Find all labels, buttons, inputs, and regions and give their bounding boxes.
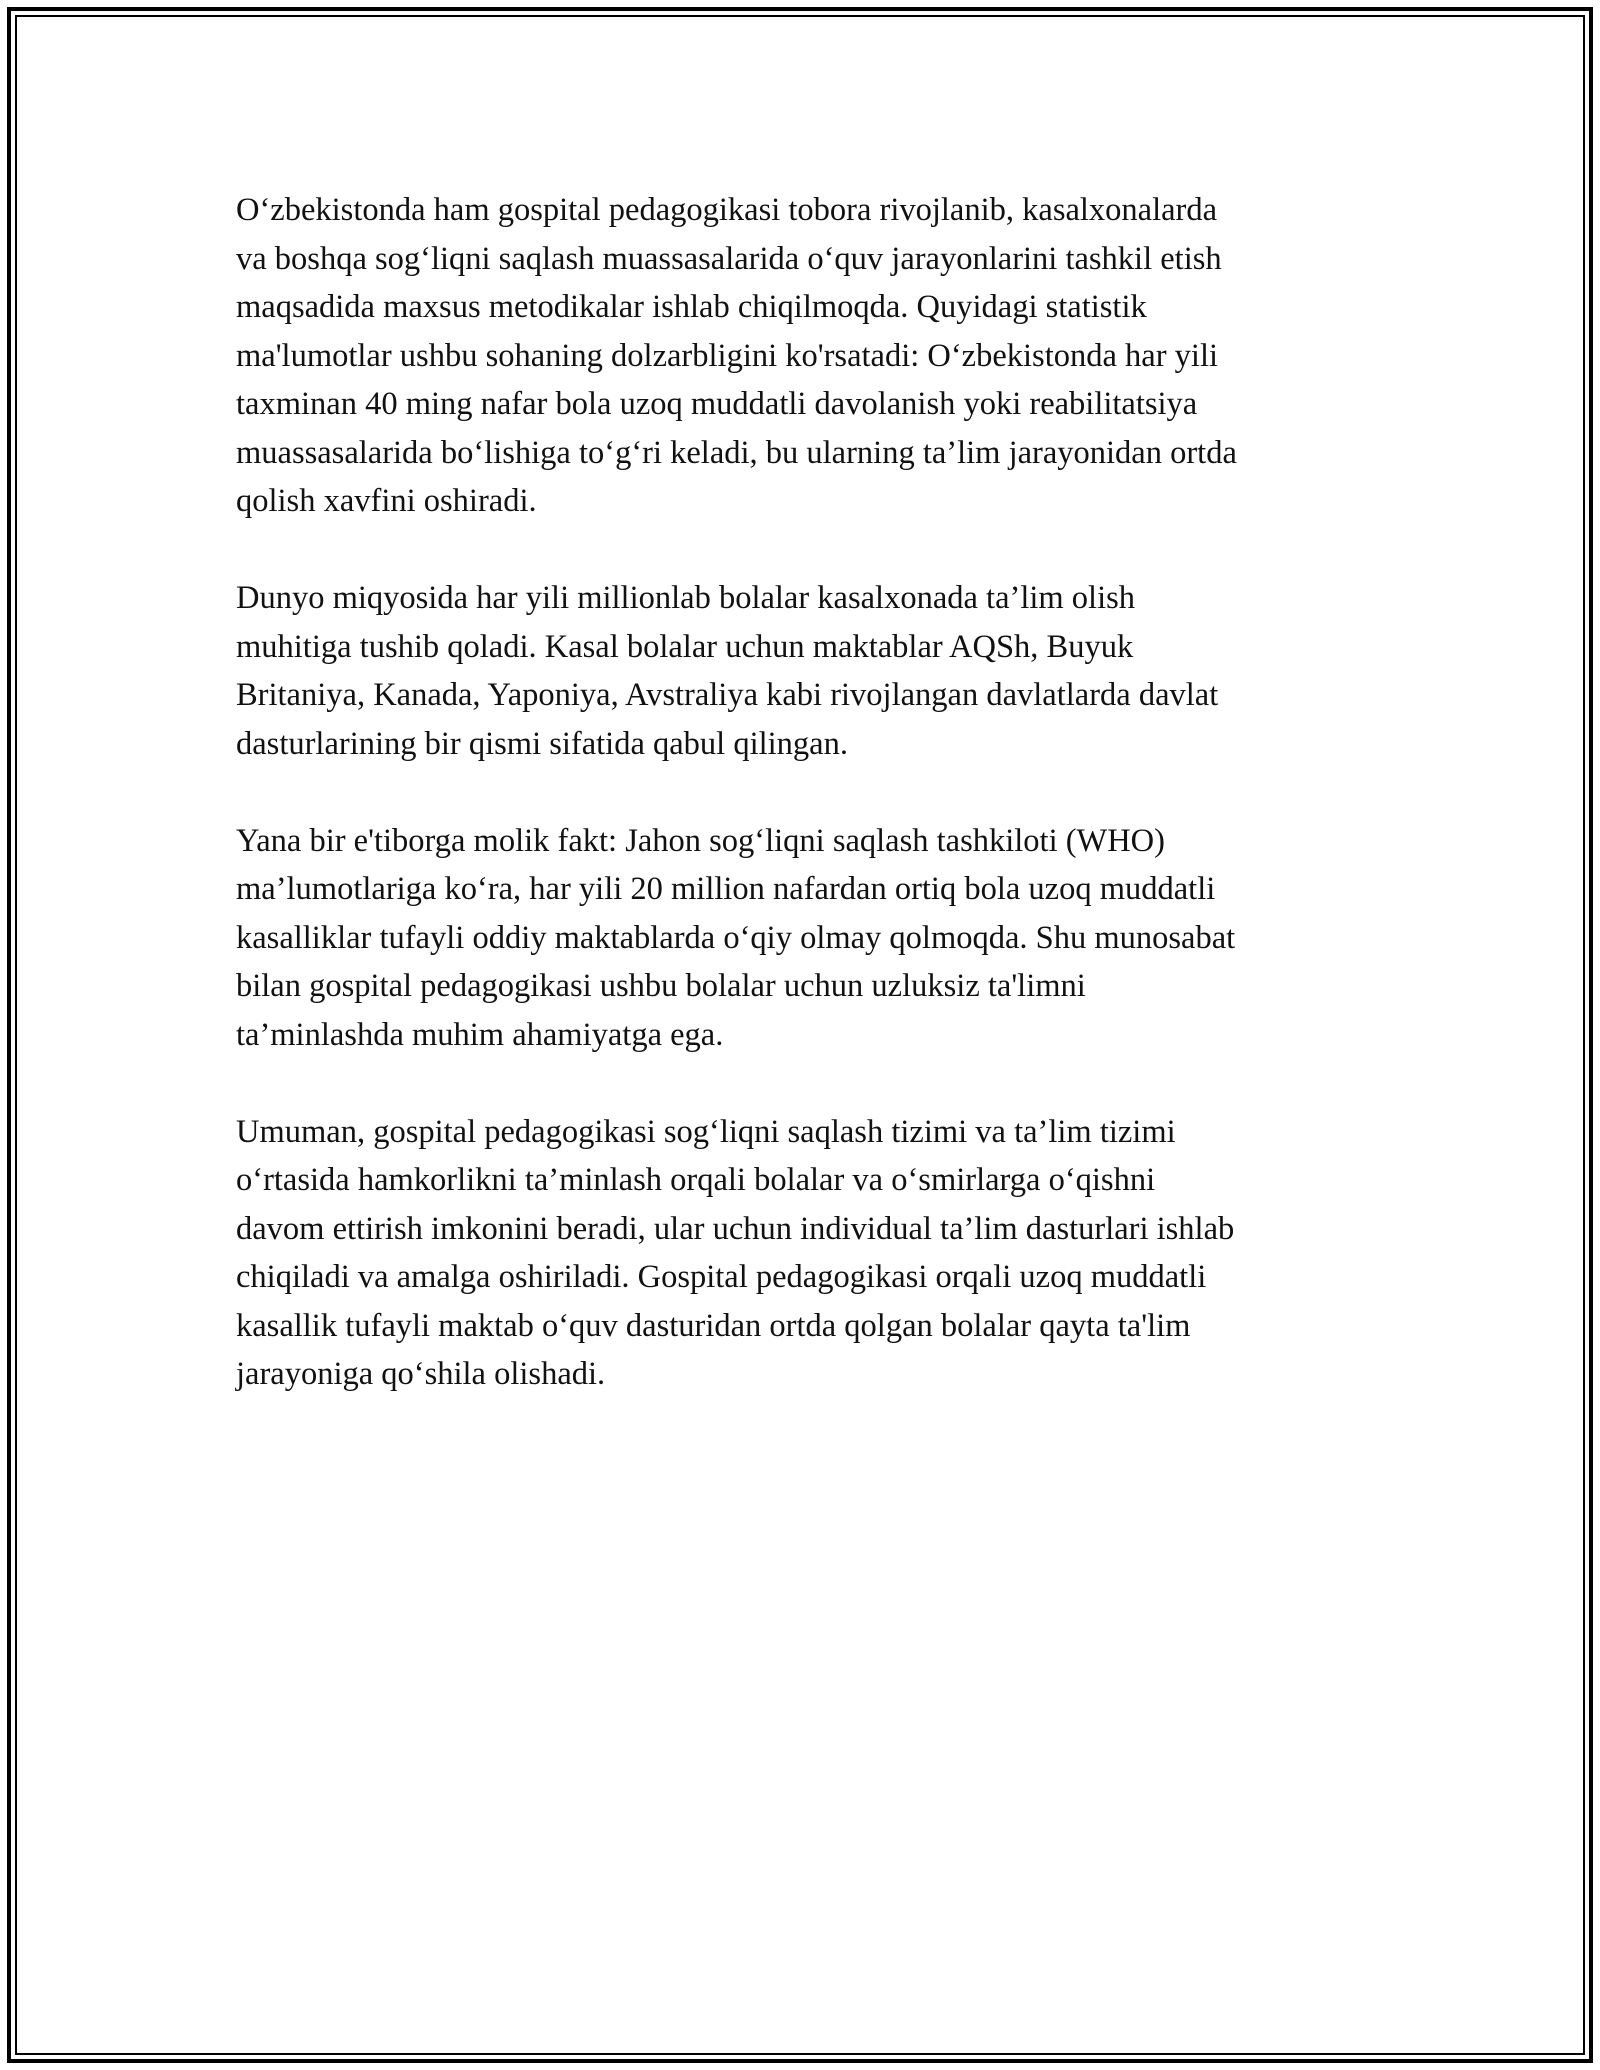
- paragraph-uzbekistan-hospital-pedagogy: O‘zbekistonda ham gospital pedagogikasi tobora rivojlanib, kasalxonalarda va boshqa sog‘liqni saqlash muassasalarida o‘quv jarayonlarini tashkil etish maqsadida maxsus metodikalar ishlab chiqilmoqda. Quyidagi statistik ma'lumotlar ushbu sohaning dolzarbligini ko'rsatadi: O‘zbekistonda har yili taxminan 40 ming nafar bola uzoq muddatli davolanish yoki reabilitatsiya muassasalarida bo‘lishiga to‘g‘ri keladi, bu ularning ta’lim jarayonidan ortda qolish xavfini oshiradi.: [236, 192, 1237, 519]
- paragraph-conclusion: Umuman, gospital pedagogikasi sog‘liqni saqlash tizimi va ta’lim tizimi o‘rtasida hamkorlikni ta’minlash orqali bolalar va o‘smirlarga o‘qishni davom ettirish imkonini beradi, ular uchun individual ta’lim dasturlari ishlab chiqiladi va amalga oshiriladi. Gospital pedagogikasi orqali uzoq muddatli kasallik tufayli maktab o‘quv dasturidan ortda qolgan bolalar qayta ta'lim jarayoniga qo‘shila olishadi.: [236, 1113, 1235, 1392]
- document-body: [236, 186, 1376, 1447]
- paragraph-who-statistics: Yana bir e'tiborga molik fakt: Jahon sog‘liqni saqlash tashkiloti (WHO) ma’lumotlariga ko‘ra, har yili 20 million nafardan ortiq bola uzoq muddatli kasalliklar tufayli oddiy maktablarda o‘qiy olmay qolmoqda. Shu munosabat bilan gospital pedagogikasi ushbu bolalar uchun uzluksiz ta'limni ta’minlashda muhim ahamiyatga ega.: [236, 822, 1236, 1053]
- paragraph-world-hospital-schools: Dunyo miqyosida har yili millionlab bolalar kasalxonada ta’lim olish muhitiga tushib qoladi. Kasal bolalar uchun maktablar AQSh, Buyuk Britaniya, Kanada, Yaponiya, Avstraliya kabi rivojlangan davlatlarda davlat dasturlarining bir qismi sifatida qabul qilingan.: [236, 580, 1219, 762]
